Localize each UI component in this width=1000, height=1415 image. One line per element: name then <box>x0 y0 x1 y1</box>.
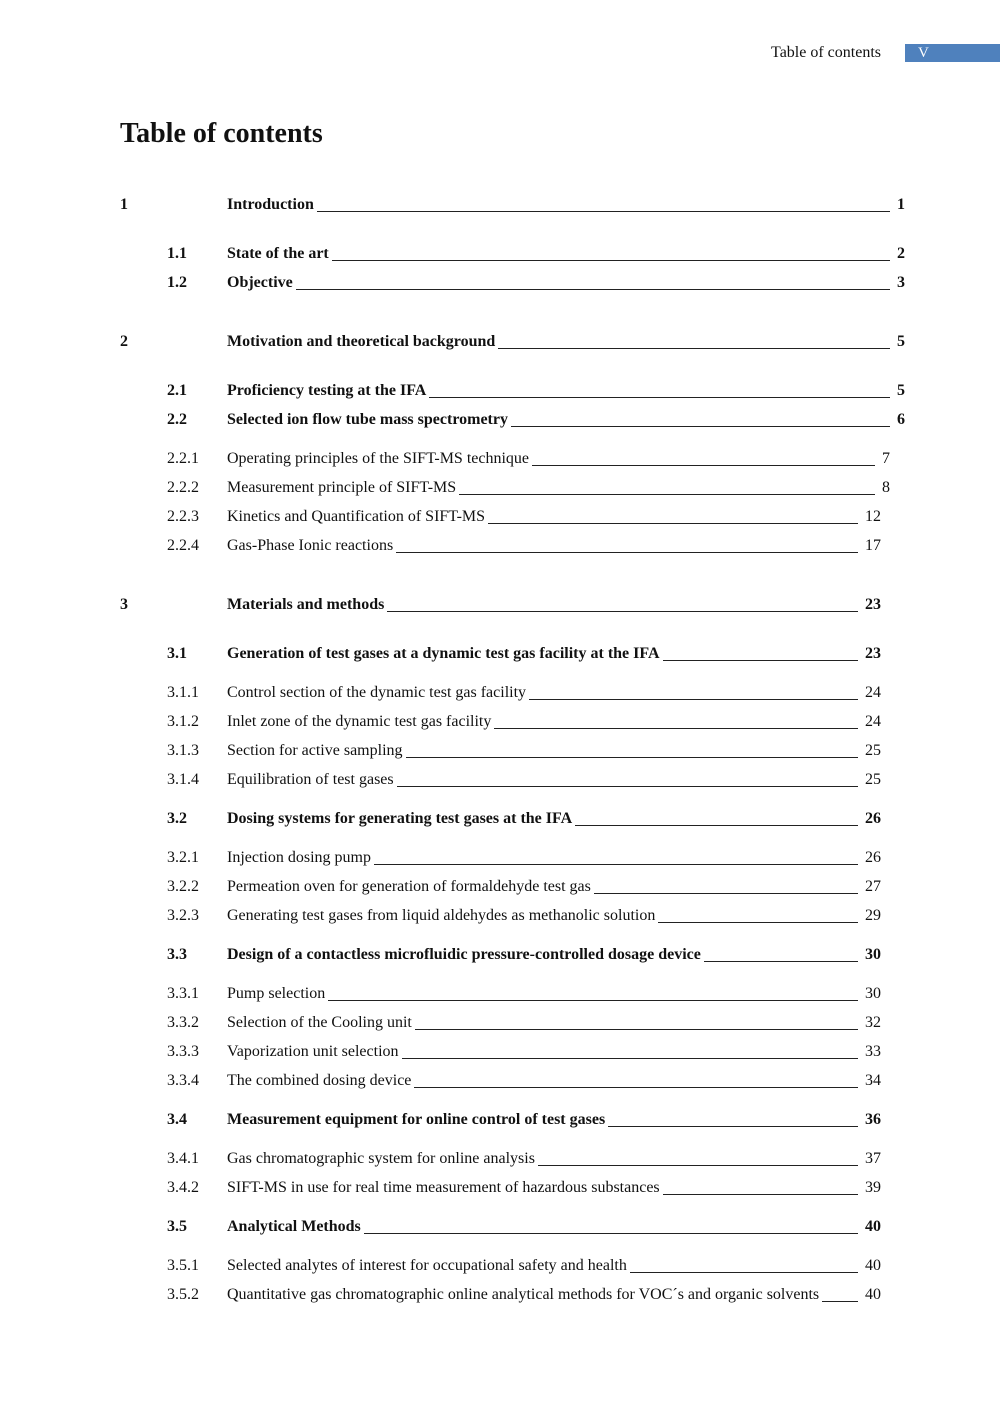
toc-entry[interactable] <box>0 379 1000 403</box>
toc-entry-page: 3 <box>897 274 905 291</box>
toc-leader-line <box>529 699 858 700</box>
toc-entry-number: 3.1.3 <box>167 742 199 759</box>
toc-entry-page: 1 <box>897 196 905 213</box>
toc-entry[interactable] <box>0 846 1000 870</box>
toc-entry-number: 3.3 <box>167 946 187 963</box>
toc-entry-number: 2.2.1 <box>167 450 199 467</box>
toc-entry-page: 8 <box>882 479 890 496</box>
toc-entry-page: 36 <box>865 1111 881 1128</box>
toc-entry-title: Materials and methods <box>227 596 385 613</box>
toc-entry-page: 33 <box>865 1043 881 1060</box>
toc-entry-title: Motivation and theoretical background <box>227 333 496 350</box>
toc-entry[interactable] <box>0 1254 1000 1278</box>
toc-entry-page: 30 <box>865 946 881 963</box>
toc-entry[interactable] <box>0 1108 1000 1132</box>
toc-entry[interactable] <box>0 1283 1000 1307</box>
toc-entry-number: 3.5.1 <box>167 1257 199 1274</box>
toc-entry-page: 24 <box>865 684 881 701</box>
toc-entry-title: Gas chromatographic system for online analysis <box>227 1150 535 1167</box>
toc-entry[interactable] <box>0 534 1000 558</box>
toc-entry-title: Control section of the dynamic test gas facility <box>227 684 527 701</box>
toc-leader-line <box>429 397 890 398</box>
toc-entry-page: 27 <box>865 878 881 895</box>
toc-leader-line <box>396 552 858 553</box>
toc-entry-number: 3.1.2 <box>167 713 199 730</box>
toc-entry-page: 29 <box>865 907 881 924</box>
toc-entry-number: 3.2.3 <box>167 907 199 924</box>
toc-entry-number: 3.5 <box>167 1218 187 1235</box>
toc-entry-page: 26 <box>865 849 881 866</box>
toc-leader-line <box>387 611 858 612</box>
toc-entry-title: Introduction <box>227 196 314 213</box>
toc-entry[interactable] <box>0 447 1000 471</box>
toc-leader-line <box>663 660 858 661</box>
toc-leader-line <box>594 893 858 894</box>
toc-entry-title: Objective <box>227 274 293 291</box>
toc-entry-number: 3.4 <box>167 1111 187 1128</box>
toc-entry-page: 23 <box>865 596 881 613</box>
toc-entry-title: Vaporization unit selection <box>227 1043 399 1060</box>
toc-leader-line <box>658 922 858 923</box>
toc-entry-number: 3.4.1 <box>167 1150 199 1167</box>
toc-entry-number: 3.3.4 <box>167 1072 199 1089</box>
toc-entry[interactable] <box>0 807 1000 831</box>
toc-entry-page: 25 <box>865 742 881 759</box>
toc-entry-number: 3.1.1 <box>167 684 199 701</box>
toc-entry-number: 3.2.1 <box>167 849 199 866</box>
toc-leader-line <box>488 523 858 524</box>
toc-leader-line <box>415 1029 858 1030</box>
toc-entry[interactable] <box>0 193 1000 217</box>
toc-entry-number: 3.3.3 <box>167 1043 199 1060</box>
toc-entry-number: 2 <box>120 333 128 350</box>
toc-entry-title: Measurement equipment for online control of test gases <box>227 1111 606 1128</box>
toc-leader-line <box>494 728 858 729</box>
toc-entry-number: 3.2 <box>167 810 187 827</box>
toc-leader-line <box>414 1087 858 1088</box>
toc-entry-title: Inlet zone of the dynamic test gas facility <box>227 713 492 730</box>
toc-leader-line <box>397 786 858 787</box>
toc-entry-title: Dosing systems for generating test gases at the IFA <box>227 810 573 827</box>
toc-entry-title: Proficiency testing at the IFA <box>227 382 427 399</box>
toc-entry-title: Measurement principle of SIFT-MS <box>227 479 457 496</box>
toc-entry-title: Generating test gases from liquid aldehydes as methanolic solution <box>227 907 656 924</box>
toc-entry-page: 5 <box>897 333 905 350</box>
toc-entry[interactable] <box>0 271 1000 295</box>
toc-entry[interactable] <box>0 505 1000 529</box>
toc-entry-page: 40 <box>865 1218 881 1235</box>
toc-leader-line <box>608 1126 858 1127</box>
toc-leader-line <box>511 426 890 427</box>
toc-entry[interactable] <box>0 1215 1000 1239</box>
toc-entry-title: State of the art <box>227 245 329 262</box>
toc-entry-number: 3.4.2 <box>167 1179 199 1196</box>
toc-entry[interactable] <box>0 242 1000 266</box>
toc-entry-page: 32 <box>865 1014 881 1031</box>
toc-entry-page: 37 <box>865 1150 881 1167</box>
toc-entry-page: 24 <box>865 713 881 730</box>
toc-entry-number: 3.3.1 <box>167 985 199 1002</box>
toc-leader-line <box>296 289 890 290</box>
toc-entry[interactable] <box>0 943 1000 967</box>
toc-leader-line <box>532 465 875 466</box>
toc-entry-title: Equilibration of test gases <box>227 771 394 788</box>
toc-entry-title: Generation of test gases at a dynamic test gas facility at the IFA <box>227 645 660 662</box>
toc-entry[interactable] <box>0 768 1000 792</box>
toc-entry-title: Section for active sampling <box>227 742 403 759</box>
toc-entry-title: Operating principles of the SIFT-MS technique <box>227 450 530 467</box>
toc-entry-number: 2.2.2 <box>167 479 199 496</box>
toc-entry-page: 12 <box>865 508 881 525</box>
toc-entry-title: Kinetics and Quantification of SIFT-MS <box>227 508 486 525</box>
toc-leader-line <box>406 757 858 758</box>
page-number-badge: V <box>905 44 1000 62</box>
toc-entry[interactable] <box>0 330 1000 354</box>
toc-entry-page: 23 <box>865 645 881 662</box>
toc-entry-page: 40 <box>865 1257 881 1274</box>
toc-entry[interactable] <box>0 1040 1000 1064</box>
toc-entry-page: 6 <box>897 411 905 428</box>
toc-entry[interactable] <box>0 593 1000 617</box>
toc-entry-title: The combined dosing device <box>227 1072 412 1089</box>
toc-entry[interactable] <box>0 408 1000 432</box>
toc-entry-title: SIFT-MS in use for real time measurement of hazardous substances <box>227 1179 660 1196</box>
toc-entry-title: Selected ion flow tube mass spectrometry <box>227 411 508 428</box>
toc-entry-number: 1.2 <box>167 274 187 291</box>
toc-leader-line <box>538 1165 858 1166</box>
toc-entry[interactable] <box>0 476 1000 500</box>
toc-leader-line <box>704 961 858 962</box>
toc-entry-number: 2.2.4 <box>167 537 199 554</box>
toc-entry-number: 1 <box>120 196 128 213</box>
toc-entry-title: Selection of the Cooling unit <box>227 1014 412 1031</box>
toc-entry-page: 2 <box>897 245 905 262</box>
toc-entry[interactable] <box>0 681 1000 705</box>
toc-entry-page: 40 <box>865 1286 881 1303</box>
toc-leader-line <box>374 864 858 865</box>
toc-leader-line <box>822 1301 858 1302</box>
toc-entry-number: 1.1 <box>167 245 187 262</box>
toc-entry[interactable] <box>0 1176 1000 1200</box>
toc-entry-page: 34 <box>865 1072 881 1089</box>
toc-entry-page: 26 <box>865 810 881 827</box>
toc-entry-number: 2.1 <box>167 382 187 399</box>
toc-entry-number: 2.2 <box>167 411 187 428</box>
toc-entry-number: 3.1.4 <box>167 771 199 788</box>
toc-leader-line <box>402 1058 858 1059</box>
toc-leader-line <box>630 1272 858 1273</box>
toc-entry-number: 3 <box>120 596 128 613</box>
toc-entry-number: 3.3.2 <box>167 1014 199 1031</box>
toc-entry[interactable] <box>0 739 1000 763</box>
toc-entry-page: 25 <box>865 771 881 788</box>
toc-entry-title: Gas-Phase Ionic reactions <box>227 537 394 554</box>
toc-entry[interactable] <box>0 1069 1000 1093</box>
toc-leader-line <box>328 1000 858 1001</box>
toc-entry[interactable] <box>0 982 1000 1006</box>
toc-entry-title: Permeation oven for generation of formaldehyde test gas <box>227 878 591 895</box>
toc-entry-page: 5 <box>897 382 905 399</box>
toc-entry[interactable] <box>0 1011 1000 1035</box>
toc-entry[interactable] <box>0 904 1000 928</box>
toc-entry[interactable] <box>0 710 1000 734</box>
toc-leader-line <box>498 348 890 349</box>
toc-entry-number: 2.2.3 <box>167 508 199 525</box>
toc-entry-title: Selected analytes of interest for occupational safety and health <box>227 1257 627 1274</box>
toc-entry-title: Quantitative gas chromatographic online analytical methods for VOC´s and organic solvents <box>227 1286 820 1303</box>
toc-entry-page: 30 <box>865 985 881 1002</box>
toc-leader-line <box>317 211 890 212</box>
toc-leader-line <box>332 260 890 261</box>
toc-entry-number: 3.5.2 <box>167 1286 199 1303</box>
toc-entry[interactable] <box>0 875 1000 899</box>
toc-entry[interactable] <box>0 642 1000 666</box>
running-header-title: Table of contents <box>771 44 881 61</box>
toc-leader-line <box>663 1194 858 1195</box>
toc-entry-page: 39 <box>865 1179 881 1196</box>
toc-leader-line <box>575 825 858 826</box>
toc-entry-page: 17 <box>865 537 881 554</box>
toc-entry-title: Pump selection <box>227 985 326 1002</box>
toc-entry-number: 3.1 <box>167 645 187 662</box>
toc-entry-title: Injection dosing pump <box>227 849 371 866</box>
toc-entry-title: Analytical Methods <box>227 1218 361 1235</box>
toc-entry-page: 7 <box>882 450 890 467</box>
toc-entry[interactable] <box>0 1147 1000 1171</box>
toc-leader-line <box>364 1233 858 1234</box>
page-title: Table of contents <box>120 118 323 149</box>
toc-entry-number: 3.2.2 <box>167 878 199 895</box>
toc-leader-line <box>459 494 875 495</box>
toc-entry-title: Design of a contactless microfluidic pressure-controlled dosage device <box>227 946 701 963</box>
